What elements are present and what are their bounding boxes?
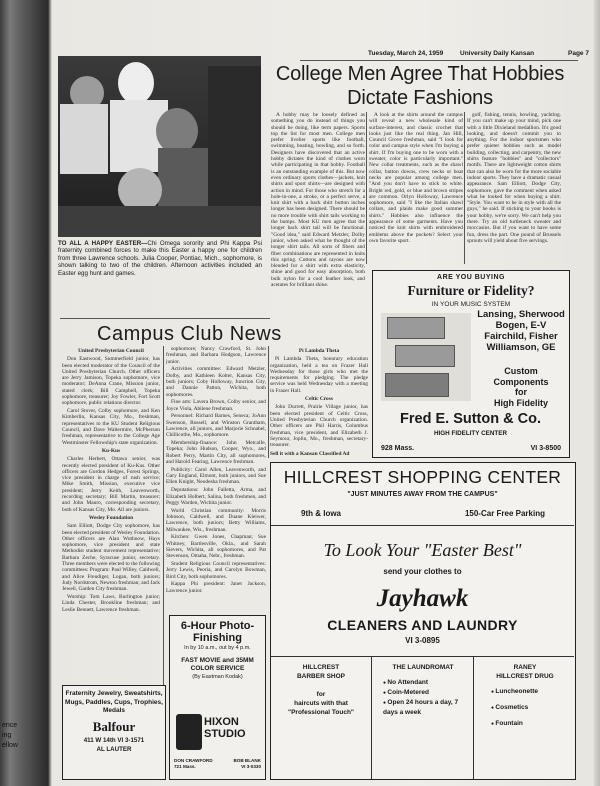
amplifier-illustration — [381, 313, 471, 401]
hobby-text: golf, fishing, tennis, bowling, yachting. If you can't make up your mind, pick one with a little Dixieland medallion. It's good looking, and doesn't commit you to anything. For the indoor sportsmen who prefer quieter hobbies such as model building, collecting, and carpentry, the new shirts feature "hobbies" and "collectors" motifs. There are lightweight cotton shirts that can also be worn for the more sociable indoor sports. They have a dramatic casual appearance. Sam Elliott, Dodge City, sophomore, gave the comment when asked what he looked for when buying a shirt. "Style. You want to be in style with all the guys," he said. If sticking to your books is your hobby, we're sorry. We can't help you there. Try an old turtleneck sweater and moccasins. But if you want to have some fun, dress the part. One pound of Brussels sprouts will yield about five servings. — [467, 112, 561, 244]
fidelity-sub: HIGH FIDELITY CENTER — [433, 430, 507, 437]
brand-line: Lansing, Sherwood — [477, 309, 565, 320]
club-paragraph: Charles Herbert, Ottawa senior, was recently elected president of Ku-Kus. Other officers are Gordon Hedges, Forest Springs, vice president in charge of rush service; Mike Smith, Mission, executive vice president; Jerry Keith, Leavenworth, recording secretary; Bill Martin, treasurer; and John Mauro, corresponding secretary, both of Kansas City, Mo. All are juniors. — [62, 456, 160, 513]
club-paragraph: Fine arts: Lavera Brown, Colby senior, and Joyce Viola, Abilene freshman. — [166, 399, 266, 412]
club-paragraph: Carol Stover, Colby sophomore, and Ken Kimberlin, Kansas City, Mo., freshman, representatives to the KU Student Religious Council, and Dave Waltermire, McPherson freshman, representative to the College Age Westminster Fellowship's state organization. — [62, 408, 160, 446]
club-paragraph: John Durrett, Prairie Village junior, has been elected president of Celtic Cross, United Presbyterian Church organization. Other officers are Phil Harris, Columbus freshman, vice president, and Elizabeth J. Seymour, Joplin, Mo., freshman, secretary-treasurer. — [270, 404, 368, 449]
laundromat-item: ● Coin-Metered — [383, 688, 469, 698]
campus-club-news-title: Campus Club News — [97, 323, 282, 345]
club-heading: Wesley Foundation — [88, 514, 134, 521]
barber-shop-cell — [275, 663, 367, 717]
photo-caption — [58, 240, 262, 277]
club-paragraph: Pi Lambda Theta, honorary education organization, held a tea on Frazer Hall Wednesday for those girls who met the requirements for pledging. The pledge service was held Wednesday with a meeting in Frazer Hall. — [270, 356, 368, 394]
club-paragraph: Sell it with a Kansan Classified Ad — [270, 451, 350, 458]
club-paragraph: Kappa Phi president: Janet Jackson, Lawrence junior. — [166, 581, 266, 594]
hixon-name: HIXON STUDIO — [204, 716, 246, 740]
club-paragraph: Sam Elliott, Dodge City sophomore, has been elected president of Wesley Foundation. Other officers are Alan Wuthnow, Hays sophomore, vice president and state Methodist student movement representative; Barbara Zeche, Syracuse junior, secretary. Three members were elected to the following committees: Program: Paul Willey, Caldwell, and Alice Freudiger, Logan, both juniors; Judy Nordstrom, Newton freshman; and Jack Jewell, Garden City freshman. — [62, 523, 160, 593]
barber-line: "Professional Touch" — [288, 709, 354, 716]
easter-best: To Look Your "Easter Best" — [323, 540, 522, 560]
barber-line: haircuts with that — [294, 700, 348, 707]
barber-line: for — [316, 691, 326, 698]
club-paragraph: Membership-finance: John Metcalfe, Topeka; John Hudson, Cooper, Wyo., and Robert Perry, Martin City, all sophomores, and Harold Fearing, Lawrence freshman. — [166, 440, 266, 466]
hixon-left: DON CRAWFORD 721 Mass. — [174, 758, 213, 769]
barber-line — [275, 681, 367, 690]
laundromat-title: THE LAUNDROMAT — [392, 664, 454, 671]
ad-rule — [473, 656, 474, 780]
hixon-studio-ad — [169, 615, 266, 780]
camera-icon — [176, 714, 202, 750]
club-paragraph: Don Eastwood, Summerfield junior, has been elected moderator of the Council of the United Presbyterian Church. Other officers are Jerry Jamison, Topeka sophomore, vice moderator; DeAnna Crane, Mission junior, stated clerk; Bill Campbell, Topeka sophomore, treasurer; Joy Fowler, Fort Scott sophomore, public relations director. — [62, 356, 160, 407]
club-column-2 — [166, 346, 266, 612]
hobby-column-1 — [271, 112, 365, 319]
hixon-service: FAST MOVIE and 35MM COLOR SERVICE — [181, 657, 254, 672]
club-heading: Ku-Kus — [101, 447, 121, 454]
fidelity-line3: IN YOUR MUSIC SYSTEM — [431, 301, 511, 308]
club-paragraph: Personnel: Richard Barnes, Seneca; JoAnn Swenson, Russell, and Winston Grantham, Lawrence, all juniors, and Marjorie Schnabel, Chillicothe, Mo., sophomore. — [166, 413, 266, 439]
strip-text-3: ellow — [2, 742, 18, 749]
ad-rule — [271, 656, 574, 657]
fidelity-brands — [473, 309, 569, 353]
easter-photo — [58, 56, 261, 237]
fidelity-line1: ARE YOU BUYING — [437, 274, 505, 281]
hillcrest-title: HILLCREST SHOPPING CENTER — [283, 467, 562, 487]
fidelity-company: Fred E. Sutton & Co. — [400, 411, 541, 427]
balfour-ad — [62, 685, 166, 780]
laundromat-item: ● No Attendant — [383, 678, 469, 688]
club-heading: Pi Lambda Theta — [298, 348, 340, 354]
hixon-headline: 6-Hour Photo-Finishing — [180, 620, 255, 644]
hobby-text: A look at the shirts around the campus will reveal a new wholesale kind of surface-interest, and classic crochet that looks just like the real thing. Jan Hill, Council Grove freshman, said "I look for color and campus style when I'm buying a shirt. If I'm buying one to be worn with a sweater, color is particularly important." New collar treatments, such as the shawl collar, button downs, crew necks or boat necks are popular among college men. "And you don't have to stick to white. Bright red, gold, or blue and brown stripes are common. Orlyn Holloway, Lawrence sophomore, said "I like the Italian shawl collars, and plaids make good summer shirts." Hobbies also influence the appearance of some garments. Have you noticed the knit shirts with embroidered emblems above the pockets? Select your own favorite sport. — [369, 112, 463, 244]
caption-body: Chi Omega sorority and Phi Kappa Psi fraternity combined forces to make this Easter a happy one for children from three Lawrence schools. Julia Cooper, Pontiac, Mich., sophomore, is shown talking to two of the children. Afternoon activities included an Easter egg hunt and games. — [58, 240, 262, 277]
barber-line: HILLCREST — [302, 664, 340, 671]
column-rule — [464, 112, 465, 264]
hixon-note: In by 10 a.m., out by 4 p.m. — [184, 645, 251, 651]
laundromat-cell — [377, 663, 469, 717]
ad-rule — [371, 656, 372, 780]
hillcrest-ad — [270, 462, 576, 780]
custom-line: Custom — [504, 366, 538, 376]
drug-title: RANEY — [513, 664, 537, 671]
column-rule — [268, 346, 269, 458]
club-paragraph: Kitchen: Gwen Jones, Chapman; Sue Whitney, Bartlesville, Okla., and Sarah Sievers, Wichita, all sophomores, and Pat Stevenson, Omaha, Nebr., freshman. — [166, 534, 266, 560]
hixon-by: (By Eastman Kodak) — [192, 674, 243, 680]
club-column-1 — [62, 346, 160, 684]
hillcrest-tagline: "JUST MINUTES AWAY FROM THE CAMPUS" — [347, 491, 498, 498]
header-date: Tuesday, March 24, 1959 — [368, 50, 444, 57]
drug-store-cell — [479, 663, 571, 729]
fidelity-line2: Furniture or Fidelity? — [407, 283, 535, 298]
brand-line: Bogen, E-V — [495, 320, 547, 331]
page-edge-shadow — [594, 0, 600, 786]
balfour-name: Balfour — [92, 718, 136, 734]
club-paragraph: Worship: Tom Laws, Burlington junior; Linda Chester, Brookline freshman; and Leslie Bennett, Lawrence freshman. — [62, 593, 160, 613]
section-rule — [60, 318, 270, 319]
club-paragraph: Publicity: Carol Allen, Leavenworth, and Gary England, Elmont, both juniors, and Sue Ellen Knight, Neodesha freshman. — [166, 466, 266, 486]
strip-text-2: ing — [2, 732, 12, 739]
strip-text-1: ence — [2, 722, 18, 729]
club-heading: United Presbyterian Council — [78, 348, 144, 354]
drug-item: ● Cosmetics — [491, 703, 571, 713]
custom-line: for — [515, 387, 527, 397]
club-paragraph: World Christian community: Morris Johnson, Caldwell, and Duane Kleiwer, Lawrence, both juniors; Betty Williams, Milwaukee, Wis., freshman. — [166, 507, 266, 533]
send-clothes: send your clothes to — [383, 567, 462, 576]
brand-line: Williamson, GE — [486, 342, 556, 353]
custom-line: Components — [493, 376, 549, 387]
caption-lead: TO ALL A HAPPY EASTER— — [58, 240, 148, 247]
page-header — [310, 50, 600, 60]
jayhawk-name: Jayhawk — [376, 585, 469, 612]
hobby-column-2 — [369, 112, 463, 264]
laundromat-item: ● Open 24 hours a day, 7 days a week — [383, 698, 469, 717]
drug-title: HILLCREST DRUG — [496, 673, 554, 680]
drug-item: ● Luncheonette — [491, 687, 571, 697]
fidelity-ad — [372, 270, 570, 458]
fidelity-custom — [473, 366, 569, 408]
balfour-text: Fraternity Jewelry, Sweatshirts, Mugs, Paddles, Cups, Trophies, Medals — [65, 690, 163, 714]
club-paragraph: Student Religious Council representatives: Jerry Lewis, Peoria, and Carolyn Bowman, Bird City, both sophomores. — [166, 561, 266, 580]
jayhawk-phone: VI 3-0895 — [405, 636, 440, 645]
barber-line: BARBER SHOP — [296, 673, 346, 680]
club-column-3 — [270, 346, 368, 458]
hobby-column-3 — [467, 112, 561, 264]
hillcrest-location: 9th & Iowa — [301, 509, 342, 518]
header-paper: University Daily Kansan — [460, 50, 535, 57]
brand-line: Fairchild, Fisher — [484, 331, 558, 342]
balfour-contact: AL LAUTER — [96, 745, 132, 753]
drug-item: ● Fountain — [491, 719, 571, 729]
hobby-text: A hobby may be loosely defined as something you do instead of things you should be doing, like term papers. Sports top the list for most men. College men prefer livelier sports like football, swimming, boating, bowling, and so forth. Designers have discovered that an active hobby dictates the kind of clothes worn while participating in that hobby. Football is an outstanding example of this. But now even ordinary sports clothes—jackets, knit shirts and sport shirts—are designed with action in mind. For those who stretch for a hole-in-one, a stroke, or a perfect serve, a knit shirt with a back shirt button inches longer has been designed. There should be no more trouble with shirt tails working to the bumps. Most KU men agree that the longer back shirt tail will be functional. "Good idea," said Edward Metzler, Dolby junior, when asked what he thought of the longer shirt tails. All sorts of fibers and fiber combinations are represented in knits this spring. Cottons and rayons are now blended for a shirt with extra elasticity, shine and good for easy absorption, both bulk nylon for a cool feather look, and acetates for brilliant shine. — [271, 112, 365, 289]
club-heading: Celtic Cross — [305, 396, 333, 403]
column-rule — [366, 112, 367, 264]
fidelity-phone: VI 3-8500 — [530, 445, 561, 452]
cleaners-laundry: CLEANERS AND LAUNDRY — [327, 617, 518, 633]
club-paragraph: sophomore; Nancy Crawford, St. John freshman, and Barbara Hodgson, Lawrence junior. — [166, 346, 266, 365]
hillcrest-parking: 150-Car Free Parking — [464, 509, 545, 518]
header-rule — [300, 60, 578, 61]
hobbies-headline: College Men Agree That Hobbies Dictate Fashions — [275, 63, 565, 109]
club-paragraph: Activities committee: Edward Metzler, Dolby, and Kathleen Kolter, Kansas City, both juniors; Coby Holloway, Junction City, and Dannie Patton, Wichita, both sophomores. — [166, 366, 266, 398]
club-paragraph: Deputations: John Fallettа, Arma, and Elizabeth Holbert, Salina, both freshmen, and Peggy Warden, Wichita junior. — [166, 487, 266, 506]
fidelity-address: 928 Mass. — [381, 445, 415, 452]
balfour-address: 411 W 14th VI 3-1571 — [83, 736, 145, 744]
ad-rule — [271, 525, 574, 526]
hixon-right: BOB BLANK VI 3-0330 — [233, 758, 261, 769]
header-page: Page 7 — [568, 50, 589, 57]
custom-line: High Fidelity — [494, 397, 548, 408]
